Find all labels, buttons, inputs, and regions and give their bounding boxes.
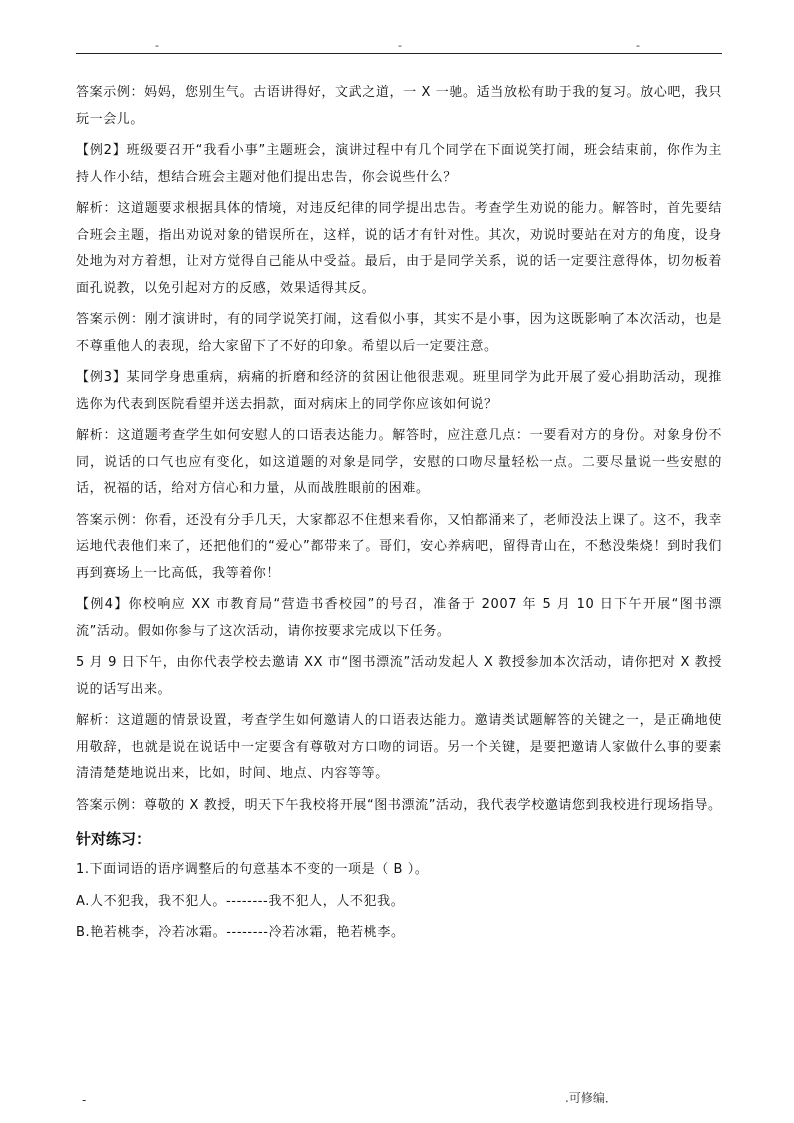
- exercise-question: 1.下面词语的语序调整后的句意基本不变的一项是（ B ）。: [76, 862, 429, 877]
- example-3-answer: 答案示例：你看，还没有分手几天，大家都忍不住想来看你，又怕都涌来了，老师没法上课了。这不，我幸运地代表他们来了，还把他们的“爱心”都带来了。哥们，安心养病吧，留得青山在，不愁没柴烧！到时我们再到赛场上一比高低，我等着你！: [76, 512, 722, 581]
- example-3-question: 【例3】某同学身患重病，病痛的折磨和经济的贫困让他很悲观。班里同学为此开展了爱心捐助活动，现推选你为代表到医院看望并送去捐款，面对病床上的同学你应该如何说？: [76, 370, 722, 412]
- answer-example-1: 答案示例：妈妈，您别生气。古语讲得好，文武之道，一 X 一驰。适当放松有助于我的复习。放心吧，我只玩一会儿。: [76, 85, 722, 127]
- example-3-analysis: 解析：这道题考查学生如何安慰人的口语表达能力。解答时，应注意几点：一要看对方的身份。对象身份不同，说话的口气也应有变化，如这道题的对象是同学，安慰的口吻尽量轻松一点。二要尽量说一些安慰的话，祝福的话，给对方信心和力量，从而战胜眼前的困难。: [76, 428, 722, 496]
- exercise-option-b: B.艳若桃李，冷若冰霜。--------冷若冰霜，艳若桃李。: [76, 925, 405, 940]
- header-mark-right: -: [636, 39, 640, 52]
- example-2-question: 【例2】班级要召开“我看小事”主题班会，演讲过程中有几个同学在下面说笑打闹，班会结束前，你作为主持人作小结，想结合班会主题对他们提出忠告，你会说些什么？: [76, 143, 722, 185]
- header-mark-center: -: [398, 39, 402, 52]
- exercise-option-a: A.人不犯我，我不犯人。--------我不犯人，人不犯我。: [76, 893, 405, 909]
- document-body: [76, 80, 722, 952]
- example-4-question: 【例4】你校响应 XX 市教育局“营造书香校园”的号召，准备于 2007 年 5 月 10 日下午开展“图书漂流”活动。假如你参与了这次活动，请你按要求完成以下任务。: [76, 597, 722, 639]
- footer-mark: -: [82, 1093, 87, 1107]
- example-2-answer: 答案示例：刚才演讲时，有的同学说笑打闹，这看似小事，其实不是小事，因为这既影响了本次活动，也是不尊重他人的表现，给大家留下了不好的印象。希望以后一定要注意。: [76, 312, 722, 354]
- example-4-task: 5 月 9 日下午，由你代表学校去邀请 XX 市“图书漂流”活动发起人 X 教授参加本次活动，请你把对 X 教授说的话写出来。: [76, 655, 722, 697]
- footer-text: .可修编．: [565, 1091, 617, 1105]
- example-2-analysis: 解析：这道题要求根据具体的情境，对违反纪律的同学提出忠告。考查学生劝说的能力。解答时，首先要结合班会主题，指出劝说对象的错误所在，这样，说的话才有针对性。其次，劝说时要站在对方的角度，设身处地为对方着想，让对方觉得自己能从中受益。最后，由于是同学关系，说的话一定要注意得体，切勿板着面孔说教，以免引起对方的反感，效果适得其反。: [76, 201, 722, 296]
- section-heading: 针对练习：: [76, 830, 152, 848]
- header-rule: [76, 53, 722, 54]
- header-mark-left: -: [155, 39, 159, 52]
- example-4-analysis: 解析：这道题的情景设置，考查学生如何邀请人的口语表达能力。邀请类试题解答的关键之一，是正确地使用敬辞，也就是说在说话中一定要含有尊敬对方口吻的词语。另一个关键，是要把邀请人家做什么事的要素清清楚楚地说出来，比如，时间、地点、内容等等。: [76, 713, 722, 781]
- example-4-answer: 答案示例：尊敬的 X 教授，明天下午我校将开展“图书漂流”活动，我代表学校邀请您到我校进行现场指导。: [76, 797, 722, 813]
